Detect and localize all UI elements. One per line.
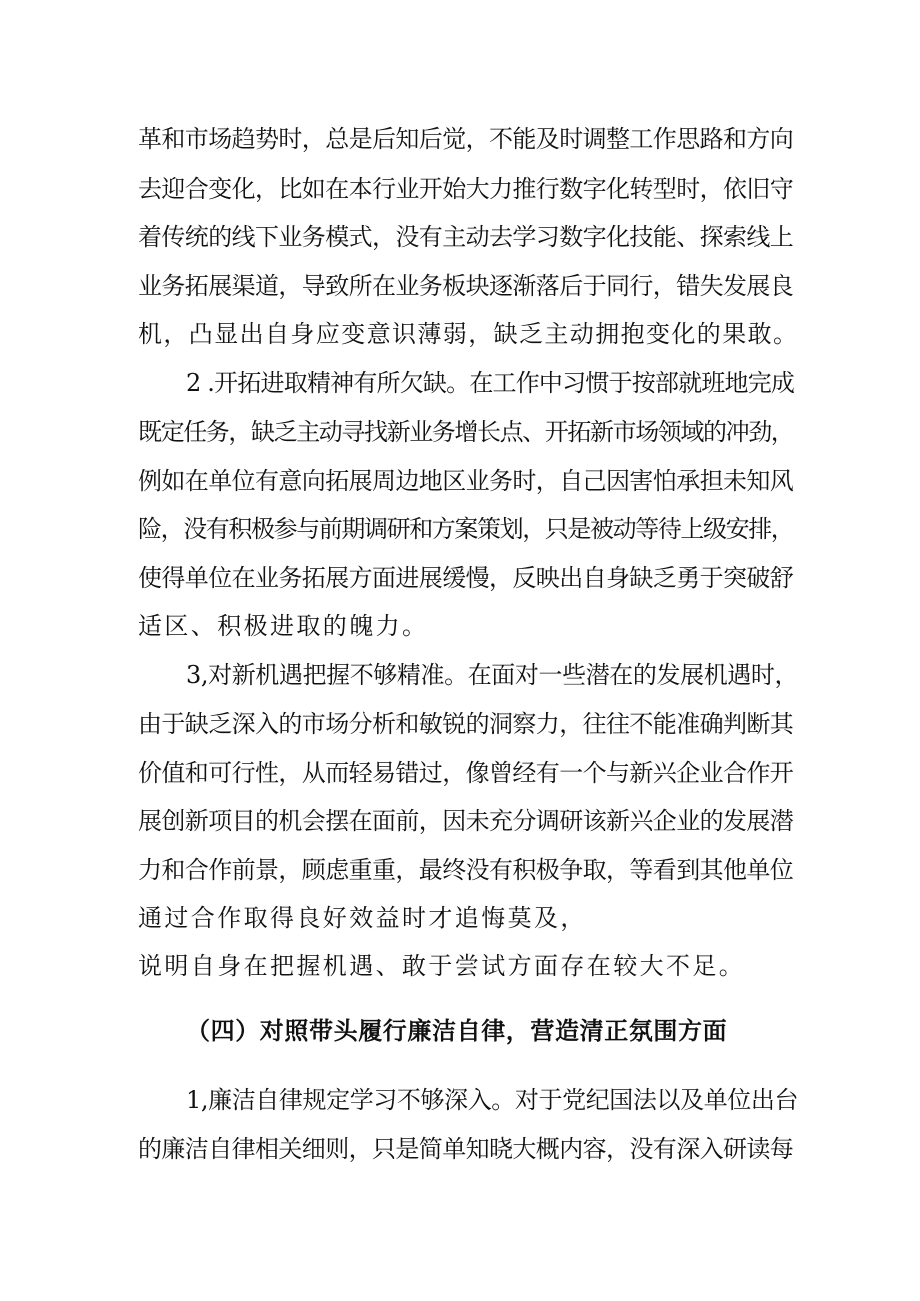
paragraph-line: 革和市场趋势时，总是后知后觉，不能及时调整工作思路和方向 xyxy=(138,125,794,153)
paragraph-line: 既定任务，缺乏主动寻找新业务增长点、开拓新市场领域的冲劲， xyxy=(138,418,794,446)
paragraph-line: 险，没有积极参与前期调研和方案策划，只是被动等待上级安排， xyxy=(138,515,794,543)
paragraph-line: 说明自身在把握机遇、敢于尝试方面存在较大不足。 xyxy=(138,952,746,980)
paragraph-line: 适区、积极进取的魄力。 xyxy=(138,612,429,640)
paragraph-line: 例如在单位有意向拓展周边地区业务时，自己因害怕承担未知风 xyxy=(138,467,794,495)
paragraph-line: 去迎合变化，比如在本行业开始大力推行数字化转型时，依旧守 xyxy=(138,175,794,203)
paragraph-line: 的廉洁自律相关细则，只是简单知晓大概内容，没有深入研读每 xyxy=(138,1135,794,1163)
paragraph-line: 展创新项目的机会摆在面前，因未充分调研该新兴企业的发展潜 xyxy=(138,807,794,835)
paragraph-line: 业务拓展渠道，导致所在业务板块逐渐落后于同行，错失发展良 xyxy=(138,272,794,300)
paragraph-line: 力和合作前景，顾虑重重，最终没有积极争取，等看到其他单位 xyxy=(138,856,794,884)
section-heading: （四）对照带头履行廉洁自律，营造清正氛围方面 xyxy=(186,1016,728,1045)
paragraph-line: 使得单位在业务拓展方面进展缓慢，反映出自身缺乏勇于突破舒 xyxy=(138,564,794,592)
paragraph-line: 通过合作取得良好效益时才追悔莫及， xyxy=(138,904,587,932)
paragraph-line: 1,廉洁自律规定学习不够深入。对于党纪国法以及单位出台 xyxy=(186,1086,799,1114)
paragraph-line: 3,对新机遇把握不够精准。在面对一些潜在的发展机遇时， xyxy=(186,661,799,689)
paragraph-line: 2 .开拓进取精神有所欠缺。在工作中习惯于按部就班地完成 xyxy=(186,369,795,397)
paragraph-line: 机，凸显出自身应变意识薄弱，缺乏主动拥抱变化的果敢。 xyxy=(138,320,799,348)
paragraph-line: 着传统的线下业务模式，没有主动去学习数字化技能、探索线上 xyxy=(138,223,794,251)
paragraph-line: 价值和可行性，从而轻易错过，像曾经有一个与新兴企业合作开 xyxy=(138,759,794,787)
paragraph-line: 由于缺乏深入的市场分析和敏锐的洞察力，往往不能准确判断其 xyxy=(138,710,794,738)
